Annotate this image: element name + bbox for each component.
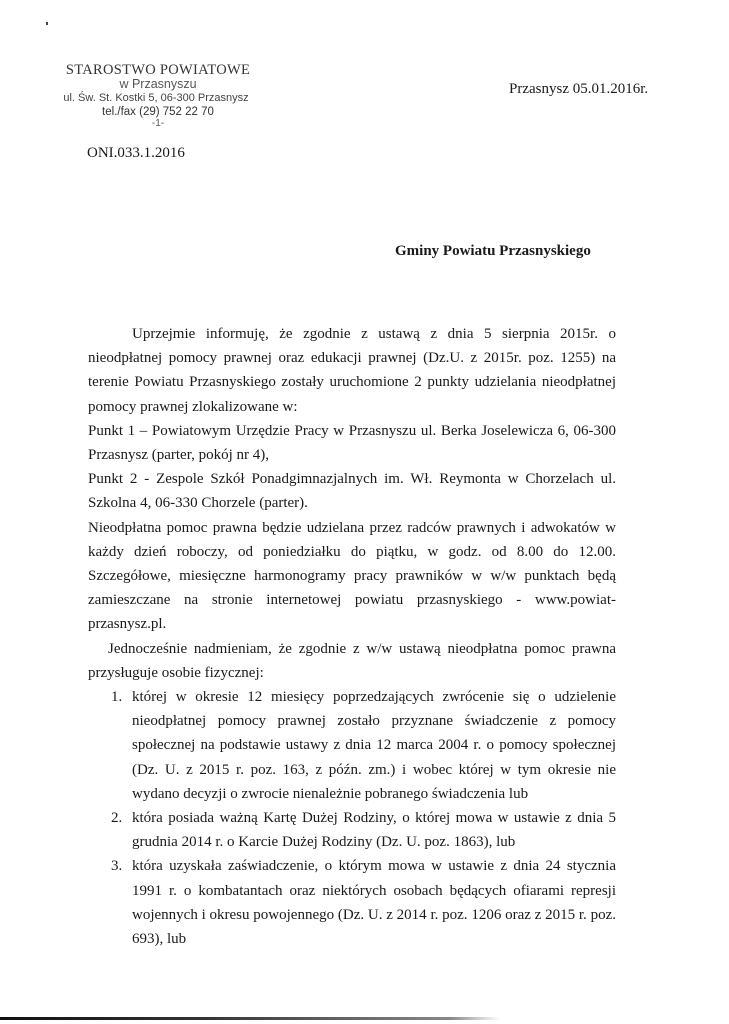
list-item: 1. której w okresie 12 miesięcy poprzedzających zwrócenie się o udzielenie nieodpłatnej pomocy prawnej zostało przyznane świadczenie z pomocy społecznej na podstawie ustawy z dnia 12 marca 2004 r. o pomocy społecznej (Dz. U. z 2015 r. poz. 163, z późn. zm.) i wobec której w tym okresie nie wydano decyzji o zwrocie nienależnie pobranego świadczenia lub — [126, 685, 616, 806]
paragraph-point-2: Punkt 2 - Zespole Szkół Ponadgimnazjalnych im. Wł. Reymonta w Chorzelach ul. Szkolna 4, 06-330 Chorzele (parter). — [88, 471, 616, 512]
scan-speck — [46, 22, 48, 25]
list-item: 2. która posiada ważną Kartę Dużej Rodziny, o której mowa w ustawie z dnia 5 grudnia 2014 r. o Karcie Dużej Rodziny (Dz. U. poz. 1863), lub — [126, 806, 616, 854]
place-and-date: Przasnysz 05.01.2016r. — [509, 81, 649, 97]
reference-number: ONI.033.1.2016 — [87, 145, 185, 161]
stamp-town: w Przasnyszu — [119, 77, 197, 91]
office-stamp — [58, 62, 258, 129]
letter-body — [88, 322, 616, 951]
addressee: Gminy Powiatu Przasnyskiego — [395, 243, 591, 259]
paragraph-hours: Nieodpłatna pomoc prawna będzie udzielana przez radców prawnych i adwokatów w każdy dzień roboczy, od poniedziałku do piątku, w godz. od 8.00 do 12.00. Szczegółowe, miesięczne harmonogramy pracy prawników w w/w punktach będą zamieszczane na stronie internetowej powiatu przasnyskiego - www.powiat-przasnysz.pl. — [88, 519, 616, 633]
paragraph-eligibility: Jednocześnie nadmieniam, że zgodnie z w/w ustawą nieodpłatna pomoc prawna przysługuje osobie fizycznej: — [88, 640, 616, 681]
eligibility-list — [88, 685, 616, 951]
list-item: 3. która uzyskała zaświadczenie, o którym mowa w ustawie z dnia 24 stycznia 1991 r. o kombatantach oraz niektórych osobach będących ofiarami represji wojennych i okresu powojennego (Dz. U. z 2014 r. poz. 1206 oraz z 2015 r. poz. 693), lub — [126, 854, 616, 951]
stamp-office-name: STAROSTWO POWIATOWE — [65, 62, 251, 78]
paragraph-intro: Uprzejmie informuję, że zgodnie z ustawą z dnia 5 sierpnia 2015r. o nieodpłatnej pomocy prawnej oraz edukacji prawnej (Dz.U. z 2015r. poz. 1255) na terenie Powiatu Przasnyskiego zostały uruchomione 2 punkty udzielania nieodpłatnej pomocy prawnej zlokalizowane w: — [88, 326, 616, 415]
scan-bottom-edge — [0, 1017, 500, 1020]
stamp-address: ul. Św. St. Kostki 5, 06-300 Przasnysz — [63, 92, 249, 104]
paragraph-point-1: Punkt 1 – Powiatowym Urzędzie Pracy w Przasnyszu ul. Berka Joselewicza 6, 06-300 Przasnysz (parter, pokój nr 4), — [88, 422, 616, 464]
stamp-number: -1- — [151, 118, 165, 129]
stamp-phone: tel./fax (29) 752 22 70 — [102, 106, 214, 118]
